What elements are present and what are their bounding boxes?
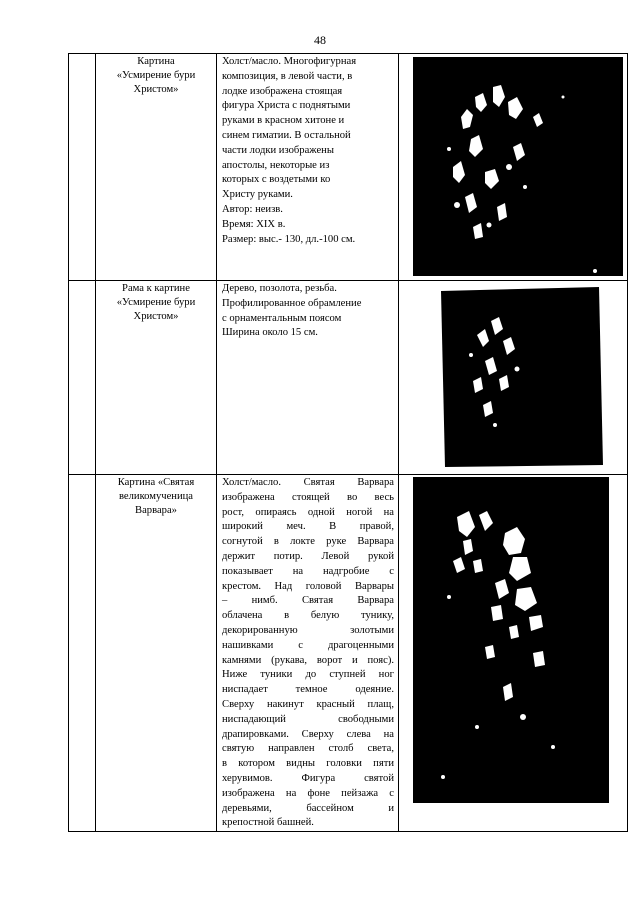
description-line: – нимб. Святая Варвара bbox=[222, 595, 394, 607]
description-line: фигура Христа с поднятыми bbox=[222, 100, 351, 112]
description-line: согнутой в локте руке Варвара bbox=[222, 536, 394, 548]
description-line: Холст/масло. Многофигурная bbox=[222, 56, 357, 67]
item-description-cell bbox=[217, 281, 399, 475]
description-line: руками в красном хитоне и bbox=[222, 115, 345, 127]
description-line: облачена в белую тунику, bbox=[222, 610, 394, 622]
description-line: в котором видны головки пяти bbox=[222, 758, 394, 770]
description-line: Профилированное обрамление bbox=[222, 297, 362, 309]
item-image-cell bbox=[399, 281, 628, 475]
description-line: Размер: выс.- 130, дл.-100 см. bbox=[222, 233, 356, 245]
item-name-line: Картина bbox=[137, 56, 175, 67]
description-line: изображена стоящей во весь bbox=[222, 491, 394, 503]
description-line: ниспадает темное одеяние. bbox=[222, 684, 394, 696]
description-line: крепостной башней. bbox=[222, 817, 314, 829]
item-image-cell bbox=[399, 54, 628, 281]
description-line: части лодки изображены bbox=[222, 144, 334, 156]
description-line: изображена на фоне пейзажа с bbox=[222, 787, 394, 799]
item-name-line: Варвара» bbox=[135, 505, 177, 516]
description-line: держит потир. Левой рукой bbox=[222, 550, 394, 562]
description-line: Сверху накинут красный плащ, bbox=[222, 698, 394, 710]
row-number-cell bbox=[69, 475, 96, 832]
description-line: драпировками. Сверху слева на bbox=[222, 728, 394, 740]
description-line: крестом. Над головой Варвары bbox=[222, 580, 394, 592]
description-line: деревьями, бассейном и bbox=[222, 802, 394, 814]
frame-photo-icon bbox=[437, 285, 605, 469]
description-line: нашивками с драгоценными bbox=[222, 639, 394, 651]
item-name-line: Христом» bbox=[133, 84, 179, 95]
description-line: широкий меч. В правой, bbox=[222, 521, 394, 533]
description-line: с орнаментальным поясом bbox=[222, 312, 342, 324]
item-image-cell bbox=[399, 475, 628, 832]
description-line: Ширина около 15 см. bbox=[222, 327, 318, 339]
item-name-line: Рама к картине bbox=[122, 283, 190, 294]
item-description-cell bbox=[217, 54, 399, 281]
table-row bbox=[69, 475, 628, 832]
description-line: Время: XIX в. bbox=[222, 218, 286, 230]
row-number-cell bbox=[69, 54, 96, 281]
description-line: композиция, в левой части, в bbox=[222, 70, 353, 82]
item-name-line: Картина «Святая bbox=[117, 477, 195, 488]
description-line: Холст/масло. Святая Варвара bbox=[222, 477, 394, 488]
description-line: лодке изображена стоящая bbox=[222, 85, 343, 97]
row-number-cell bbox=[69, 281, 96, 475]
inventory-table bbox=[68, 53, 628, 832]
item-name-cell bbox=[96, 475, 217, 832]
page-number: 48 bbox=[314, 33, 326, 47]
description-line: Ниже туники до ступней ног bbox=[222, 669, 394, 681]
item-name-line: Христом» bbox=[133, 311, 179, 322]
item-name-line: великомученица bbox=[118, 491, 194, 502]
item-name-cell bbox=[96, 54, 217, 281]
description-line: синем гиматии. В остальной bbox=[222, 129, 351, 141]
description-line: Автор: неизв. bbox=[222, 203, 283, 215]
item-description-cell bbox=[217, 475, 399, 832]
item-name-line: «Усмирение бури bbox=[116, 297, 196, 308]
description-line: рост, опираясь одной ногой на bbox=[222, 506, 394, 518]
description-line: Христу руками. bbox=[222, 189, 293, 201]
description-line: Дерево, позолота, резьба. bbox=[222, 283, 337, 294]
painting-photo-icon bbox=[413, 57, 623, 276]
description-line: показывает на надгробие с bbox=[222, 565, 394, 577]
saint-barbara-photo-icon bbox=[413, 477, 609, 803]
description-line: камнями (рукава, ворот и пояс). bbox=[222, 654, 394, 666]
description-line: херувимов. Фигура святой bbox=[222, 772, 394, 784]
description-line: которых с воздетыми ко bbox=[222, 174, 331, 186]
description-line: декорированную золотыми bbox=[222, 624, 394, 636]
description-line: святую направлен столб света, bbox=[222, 743, 394, 755]
table-row bbox=[69, 281, 628, 475]
item-name-cell bbox=[96, 281, 217, 475]
item-name-line: «Усмирение бури bbox=[116, 70, 196, 81]
description-line: ниспадающий свободными bbox=[222, 713, 394, 725]
description-line: апостолы, некоторые из bbox=[222, 159, 330, 171]
table-row bbox=[69, 54, 628, 281]
